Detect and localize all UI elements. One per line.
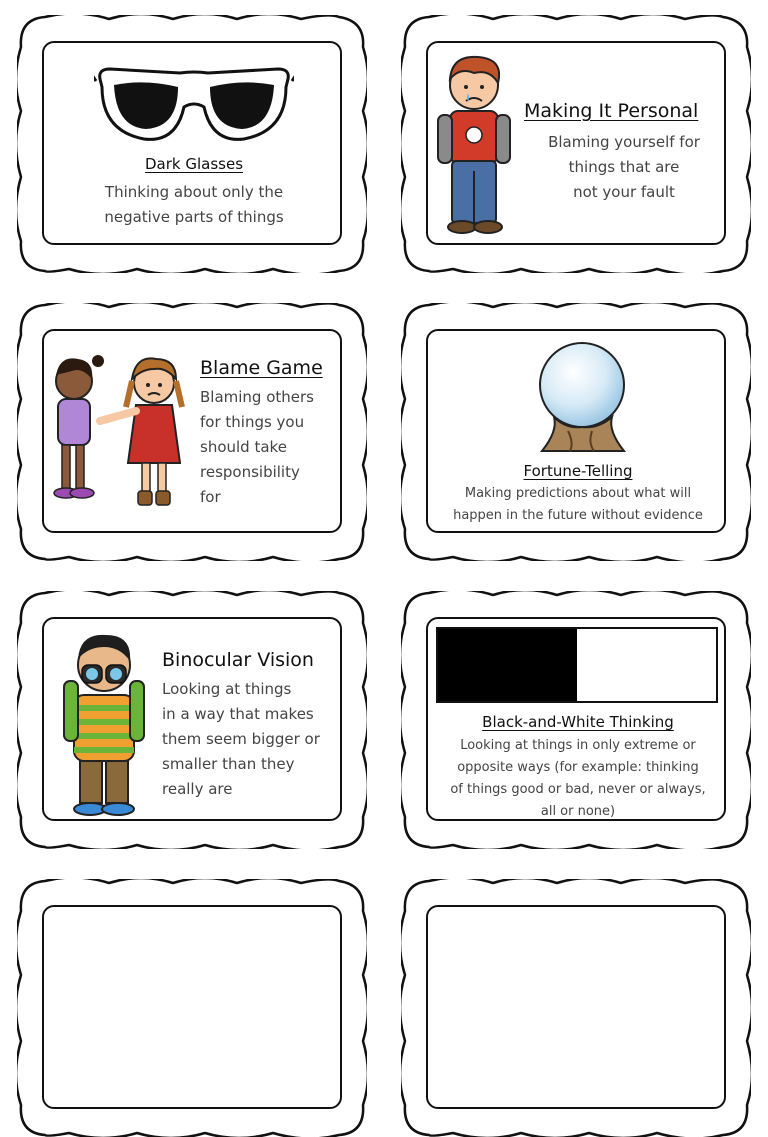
- card-fortune-telling: [401, 303, 751, 561]
- card-title: Binocular Vision: [162, 649, 314, 671]
- card-blank-right: [401, 879, 751, 1137]
- sad-boy-illustration: [434, 49, 514, 239]
- card-inner: [426, 329, 726, 533]
- card-title: Making It Personal: [524, 100, 699, 122]
- card-title: Black-and-White Thinking: [482, 713, 674, 731]
- sunglasses-icon: [94, 61, 294, 149]
- card-making-it-personal: [401, 15, 751, 273]
- card-title: Fortune-Telling: [523, 462, 633, 480]
- card-blank-left: [17, 879, 367, 1137]
- card-description: Thinking about only the negative parts of things: [104, 183, 284, 226]
- card-inner: [42, 329, 342, 533]
- card-description: Making predictions about what will happen in the future without evidence: [453, 486, 703, 523]
- crystal-ball-icon: [528, 339, 638, 457]
- card-dark-glasses: [17, 15, 367, 273]
- card-inner: [42, 617, 342, 821]
- card-inner: [42, 41, 342, 245]
- card-blame-game: [17, 303, 367, 561]
- card-binocular-vision: [17, 591, 367, 849]
- two-girls-illustration: [48, 345, 198, 515]
- card-description: Blaming yourself for things that are not your fault: [548, 133, 700, 201]
- card-inner: [426, 41, 726, 245]
- card-description: Blaming others for things you should take responsibility for: [200, 388, 315, 506]
- card-title: Blame Game: [200, 357, 323, 379]
- black-white-block-icon: [436, 627, 718, 703]
- card-inner: [426, 905, 726, 1109]
- card-inner: [426, 617, 726, 821]
- card-inner: [42, 905, 342, 1109]
- card-description: Looking at things in a way that makes them seem bigger or smaller than they really are: [162, 680, 320, 798]
- boy-with-binoculars-illustration: [60, 625, 150, 819]
- card-description: Looking at things in only extreme or opposite ways (for example: thinking of things good or bad, never or always, all or none): [450, 738, 706, 819]
- card-title: Dark Glasses: [144, 155, 244, 173]
- card-black-and-white-thinking: [401, 591, 751, 849]
